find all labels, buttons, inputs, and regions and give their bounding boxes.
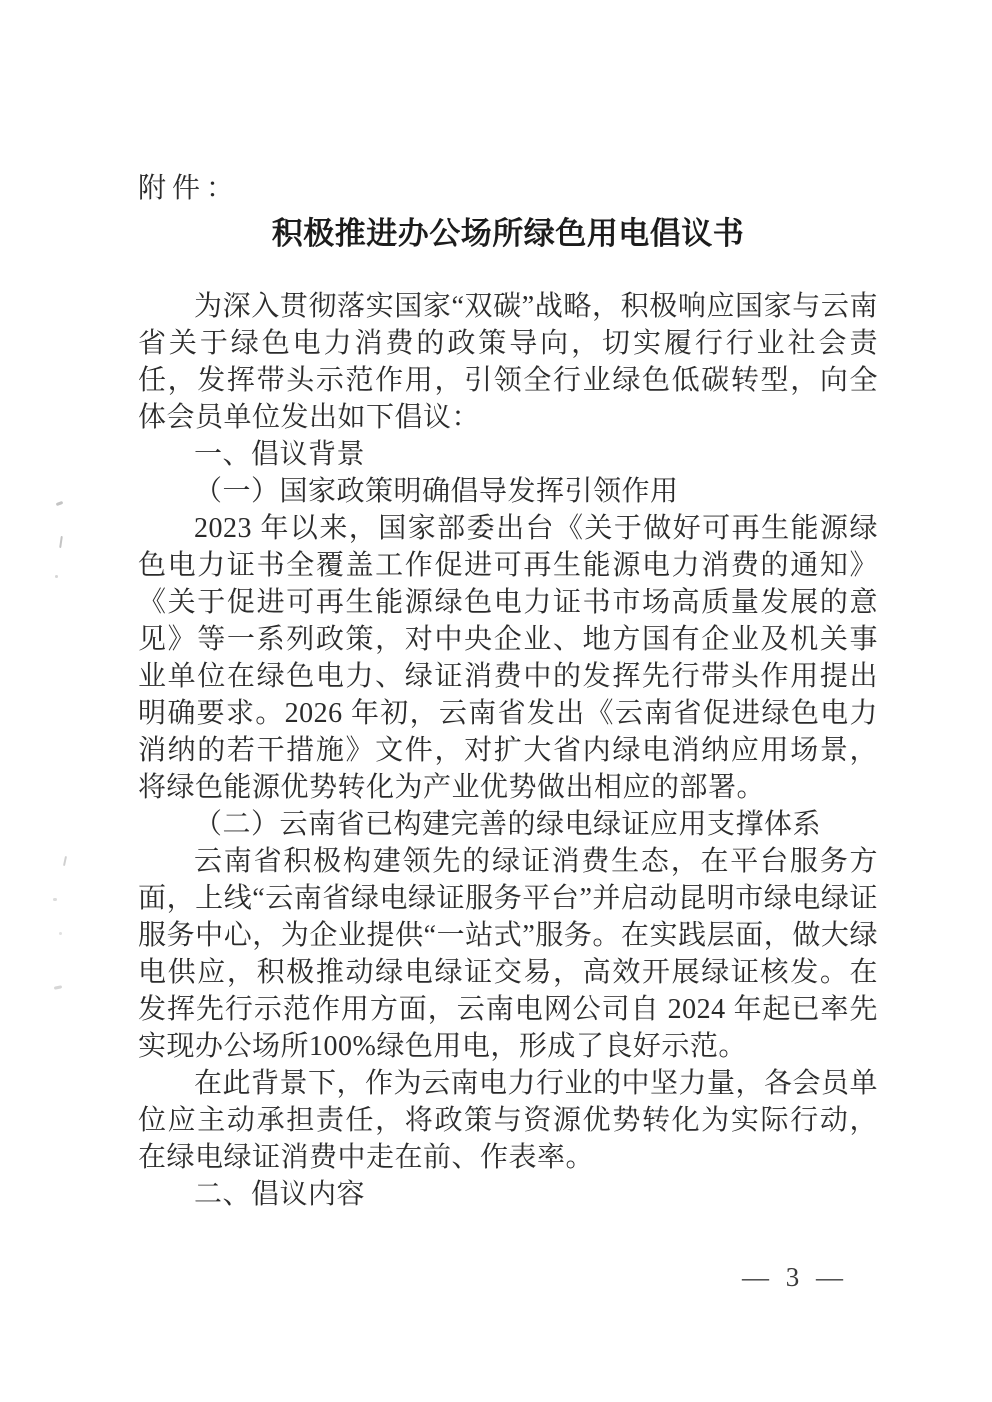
attachment-label: 附件： bbox=[138, 173, 241, 204]
paragraph-call-to-action: 在此背景下，作为云南电力行业的中坚力量，各会员单位应主动承担责任，将政策与资源优势转化为实际行动，在绿电绿证消费中走在前、作表率。 bbox=[138, 1068, 879, 1173]
scan-artifact bbox=[56, 501, 64, 506]
scan-artifact bbox=[53, 898, 57, 901]
paragraph-yunnan-platform: 云南省积极构建领先的绿证消费生态，在平台服务方面，上线“云南省绿电绿证服务平台”并启动昆明市绿电绿证服务中心，为企业提供“一站式”服务。在实践层面，做大绿电供应，积极推动绿电绿证交易，高效开展绿证核发。在发挥先行示范作用方面，云南电网公司自 2024 年起已率先实现办公场所100%绿色用电，形成了良好示范。 bbox=[138, 846, 878, 1062]
scan-artifact bbox=[54, 985, 62, 990]
scan-artifact bbox=[59, 536, 63, 548]
subsection-heading-1-2: （二）云南省已构建完善的绿电绿证应用支撑体系 bbox=[194, 809, 822, 840]
document-body bbox=[138, 288, 878, 1213]
document-content bbox=[138, 172, 878, 1213]
document-title: 积极推进办公场所绿色用电倡议书 bbox=[271, 216, 745, 251]
paragraph-policy-background: 2023 年以来，国家部委出台《关于做好可再生能源绿色电力证书全覆盖工作促进可再生能源电力消费的通知》《关于促进可再生能源绿色电力证书市场高质量发展的意见》等一系列政策，对中央企业、地方国有企业及机关事业单位在绿色电力、绿证消费中的发挥先行带头作用提出明确要求。2026 年初，云南省发出《云南省促进绿色电力消纳的若干措施》文件，对扩大省内绿电消纳应用场景，将绿色能源优势转化为产业优势做出相应的部署。 bbox=[138, 513, 878, 803]
section-heading-2: 二、倡议内容 bbox=[194, 1179, 366, 1210]
section-heading-1: 一、倡议背景 bbox=[194, 439, 366, 470]
paragraph-intro: 为深入贯彻落实国家“双碳”战略，积极响应国家与云南省关于绿色电力消费的政策导向，切实履行行业社会责任，发挥带头示范作用，引领全行业绿色低碳转型，向全体会员单位发出如下倡议： bbox=[138, 291, 878, 433]
scan-artifact bbox=[59, 932, 62, 935]
subsection-heading-1-1: （一）国家政策明确倡导发挥引领作用 bbox=[194, 476, 679, 507]
scan-artifact bbox=[63, 856, 67, 866]
page-number: — 3 — bbox=[742, 1262, 848, 1292]
scan-artifact bbox=[55, 575, 58, 578]
